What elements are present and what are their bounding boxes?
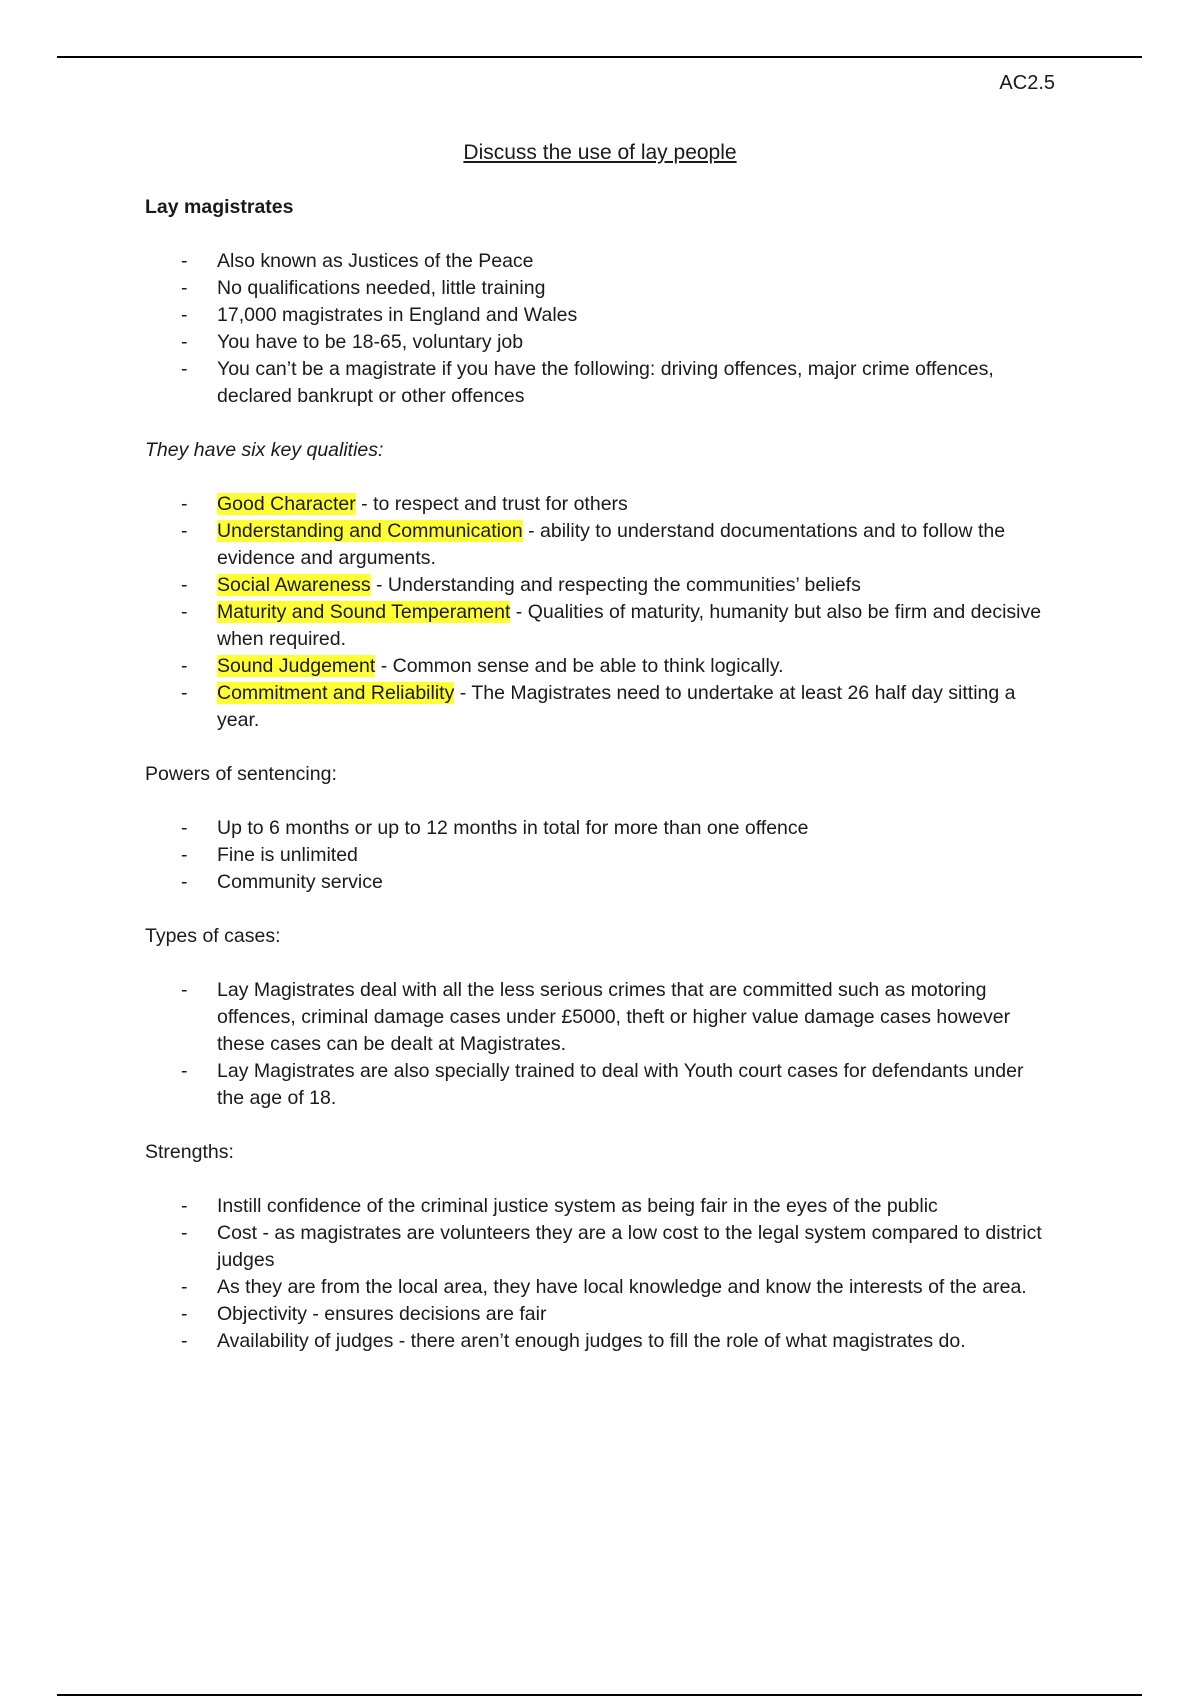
quality-item <box>217 518 1055 572</box>
quality-item <box>217 653 1055 680</box>
document-reference: AC2.5 <box>999 72 1055 94</box>
list-item: - Also known as Justices of the Peace <box>217 248 1055 275</box>
list-item: - Community service <box>217 869 1055 896</box>
highlighted-term: Understanding and Communication <box>217 520 523 542</box>
quality-item <box>217 572 1055 599</box>
highlighted-term: Sound Judgement <box>217 655 376 677</box>
section-heading-cases: Types of cases: <box>145 925 281 947</box>
highlighted-term: Commitment and Reliability <box>217 682 455 704</box>
section-heading-powers: Powers of sentencing: <box>145 763 337 785</box>
qualities-list <box>145 491 1055 734</box>
section-heading-lay-magistrates: Lay magistrates <box>145 196 294 218</box>
list-item: - You can’t be a magistrate if you have the following: driving offences, major crime offences, declared bankrupt or other offences <box>217 356 1055 410</box>
list-item: - Lay Magistrates deal with all the less serious crimes that are committed such as motoring offences, criminal damage cases under £5000, theft or higher value damage cases however these cases can be dealt at Magistrates. <box>217 977 1055 1058</box>
list-item: - As they are from the local area, they have local knowledge and know the interests of the area. <box>217 1274 1055 1301</box>
list-item: - Up to 6 months or up to 12 months in total for more than one offence <box>217 815 1055 842</box>
section-heading-strengths: Strengths: <box>145 1141 234 1163</box>
quality-description: - The Magistrates need to undertake at least 26 half day sitting a year. <box>217 682 1016 731</box>
list-item: - Instill confidence of the criminal justice system as being fair in the eyes of the public <box>217 1193 1055 1220</box>
section-heading-qualities: They have six key qualities: <box>145 439 384 461</box>
top-border-rule <box>57 56 1142 58</box>
highlighted-term: Social Awareness <box>217 574 371 596</box>
list-item: - You have to be 18-65, voluntary job <box>217 329 1055 356</box>
quality-description: - to respect and trust for others <box>355 493 628 515</box>
quality-description: - Understanding and respecting the communities’ beliefs <box>370 574 861 596</box>
list-item: - Objectivity - ensures decisions are fair <box>217 1301 1055 1328</box>
quality-item <box>217 680 1055 734</box>
list-item: - Availability of judges - there aren’t enough judges to fill the role of what magistrates do. <box>217 1328 1055 1355</box>
cases-list <box>145 977 1055 1112</box>
powers-list <box>145 815 1055 896</box>
highlighted-term: Good Character <box>217 493 356 515</box>
quality-description: - Common sense and be able to think logically. <box>375 655 784 677</box>
list-item: - 17,000 magistrates in England and Wales <box>217 302 1055 329</box>
quality-description: - ability to understand documentations and to follow the evidence and arguments. <box>217 520 1006 569</box>
list-item: - Cost - as magistrates are volunteers they are a low cost to the legal system compared to district judges <box>217 1220 1055 1274</box>
strengths-list <box>145 1193 1055 1355</box>
list-item: - Lay Magistrates are also specially trained to deal with Youth court cases for defendants under the age of 18. <box>217 1058 1055 1112</box>
highlighted-term: Maturity and Sound Temperament <box>217 601 511 623</box>
quality-description: - Qualities of maturity, humanity but also be firm and decisive when required. <box>217 601 1042 650</box>
quality-item <box>217 599 1055 653</box>
page-title: Discuss the use of lay people <box>463 141 737 164</box>
list-item: - No qualifications needed, little training <box>217 275 1055 302</box>
list-item: - Fine is unlimited <box>217 842 1055 869</box>
bottom-border-rule <box>57 1694 1142 1696</box>
quality-item <box>217 491 1055 518</box>
document-page <box>145 70 1055 1382</box>
lay-magistrates-list <box>145 248 1055 410</box>
